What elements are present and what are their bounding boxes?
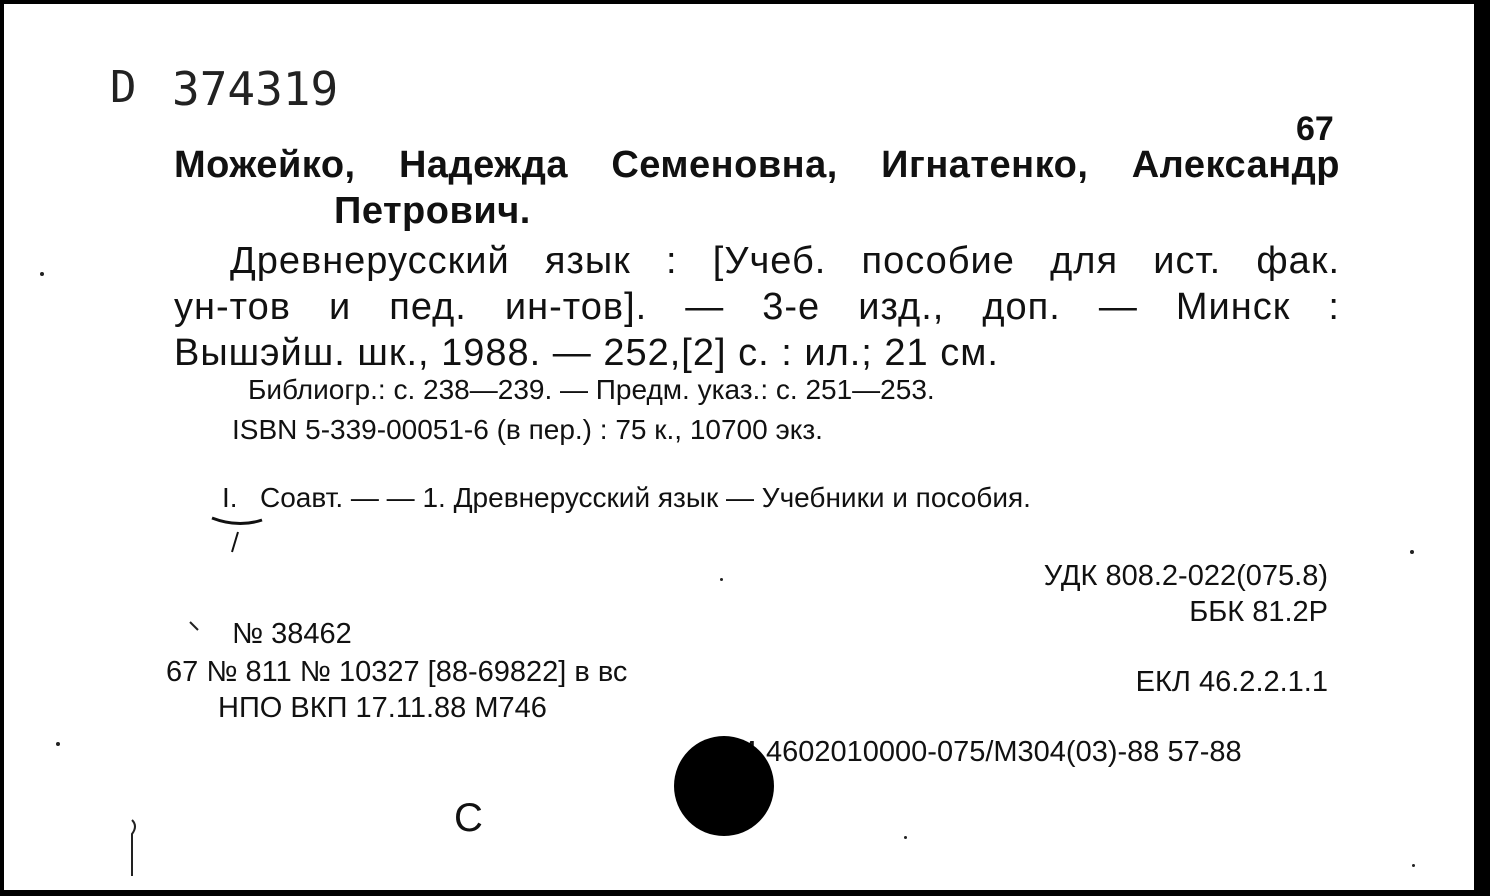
udk-code: УДК 808.2-022(075.8) [1043,560,1328,592]
speck [56,742,60,746]
author-line-1: Можейко, Надежда Семеновна, Игнатенко, Александр [174,144,1340,186]
print-line-1: 67 № 811 № 10327 [88-69822] в вс [166,656,628,688]
speck [720,578,723,581]
handwritten-mark [208,510,268,556]
class-number: 67 [1296,110,1334,148]
stamp-prefix: D [110,62,137,113]
isbn-line: ISBN 5-339-00051-6 (в пер.) : 75 к., 10700 экз. [232,414,823,445]
punch-hole [674,736,774,836]
tracing-roman: I. [222,482,238,513]
author-line-2: Петрович. [334,190,531,232]
corner-letter: С [454,796,483,840]
scan-edge [1474,0,1490,896]
speck [904,836,907,839]
speck [1410,550,1414,554]
margin-mark [124,816,142,880]
speck [1412,864,1415,867]
catalog-card [4,4,1474,890]
bibliography-note: Библиогр.: с. 238—239. — Предм. указ.: с. 251—253. [248,374,935,405]
print-line-2: НПО ВКП 17.11.88 М746 [218,692,547,724]
title-line-3: Вышэйш. шк., 1988. — 252,[2] с. : ил.; 21 см. [174,332,999,374]
bbk-code: ББК 81.2Р [1189,596,1328,628]
title-line-2: ун-тов и пед. ин-тов]. — 3-е изд., доп. — Минск : [174,286,1340,328]
order-number: № 38462 [232,618,352,650]
speck [40,272,44,276]
tick-mark [188,620,200,632]
catalog-code: 4602010000-075/М304(03)-88 57-88 [766,736,1242,768]
tracing-subjects: Соавт. — — 1. Древнерусский язык — Учебники и пособия. [260,482,1031,513]
ekl-code: ЕКЛ 46.2.2.1.1 [1135,666,1328,698]
title-line-1: Древнерусский язык : [Учеб. пособие для ист. фак. [230,240,1340,282]
stamp-number: 374319 [172,62,339,116]
